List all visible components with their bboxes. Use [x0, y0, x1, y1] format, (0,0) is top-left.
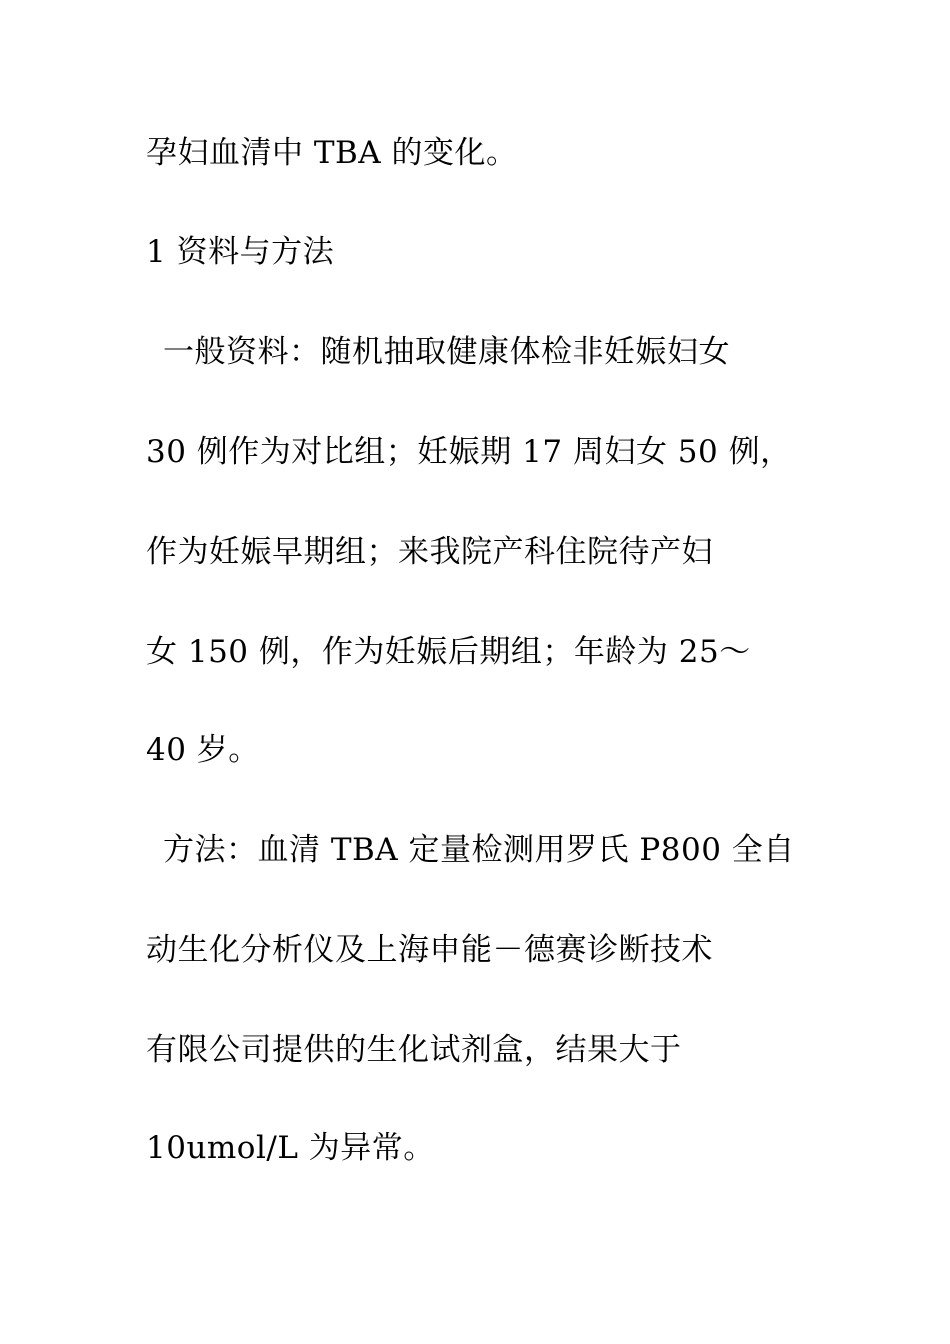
- paragraph-line: 作为妊娠早期组；来我院产科住院待产妇: [146, 534, 713, 570]
- paragraph-line: 孕妇血清中 TBA 的变化。: [146, 135, 518, 171]
- paragraph-line: 40 岁。: [146, 732, 260, 768]
- paragraph-line: 动生化分析仪及上海申能－德赛诊断技术: [146, 932, 713, 968]
- paragraph-line: 女 150 例，作为妊娠后期组；年龄为 25～: [146, 634, 751, 670]
- paragraph-line: 一般资料：随机抽取健康体检非妊娠妇女: [163, 334, 730, 370]
- paragraph-line: 方法：血清 TBA 定量检测用罗氏 P800 全自: [163, 832, 795, 868]
- paragraph-line: 有限公司提供的生化试剂盒，结果大于: [146, 1032, 682, 1068]
- section-heading: 1 资料与方法: [146, 234, 335, 270]
- paragraph-line: 10umol/L 为异常。: [146, 1130, 435, 1166]
- paragraph-line: 30 例作为对比组；妊娠期 17 周妇女 50 例，: [146, 434, 792, 470]
